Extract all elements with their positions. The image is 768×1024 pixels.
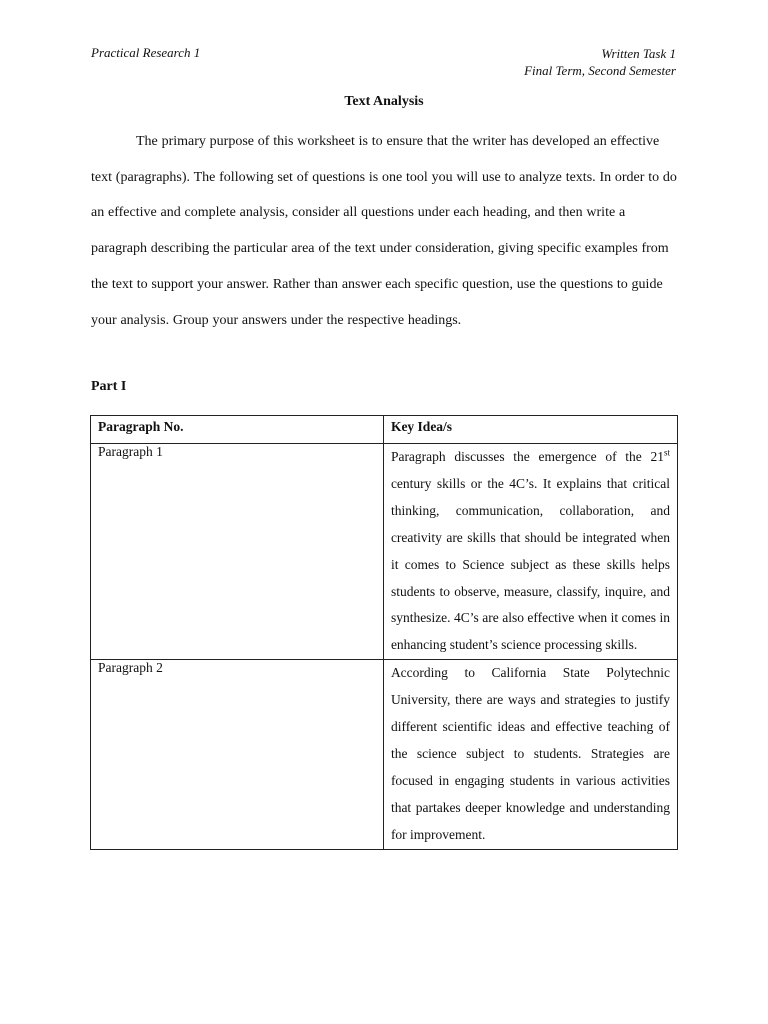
- header-task: Written Task 1: [601, 46, 676, 61]
- key-idea-cell: [383, 444, 677, 660]
- table-row: [91, 444, 678, 660]
- header-right: [524, 45, 676, 79]
- part-heading: Part I: [91, 379, 127, 394]
- document-title: Text Analysis: [344, 94, 424, 109]
- header-course: Practical Research 1: [91, 45, 201, 60]
- header-key-ideas: Key Idea/s: [383, 416, 677, 444]
- intro-paragraph: The primary purpose of this worksheet is to ensure that the writer has developed an effective text (paragraphs). The following set of questions is one tool you will use to analyze texts. In order to do an effective and complete analysis, consider all questions under each heading, and then write a paragraph describing the particular area of the text under consideration, giving specific examples from the text to support your answer. Rather than answer each specific question, use the questions to guide your analysis. Group your answers under the respective headings.: [91, 134, 677, 328]
- paragraph-number-cell: Paragraph 2: [91, 660, 384, 849]
- header-term: Final Term, Second Semester: [524, 63, 676, 78]
- analysis-table: [90, 415, 678, 850]
- table-row: [91, 660, 678, 849]
- key-idea-text: Paragraph discusses the emergence of the 21: [390, 449, 664, 464]
- ordinal-suffix: st: [663, 447, 670, 458]
- key-idea-text-cont: century skills or the 4C’s. It explains that critical thinking, communication, collaboration, and creativity are skills that should be integrated when it comes to Science subject as these skills helps students to observe, measure, classify, inquire, and synthesize. 4C’s are also effective when it comes in enhancing student’s science processing skills.: [390, 475, 670, 653]
- table-header-row: [91, 416, 678, 444]
- header-paragraph-no: Paragraph No.: [91, 416, 384, 444]
- key-idea-cell: According to California State Polytechnic University, there are ways and strategies to justify different scientific ideas and effective teaching of the science subject to students. Strategies are focused in engaging students in various activities that partakes deeper knowledge and understanding for improvement.: [383, 660, 677, 849]
- paragraph-number-cell: Paragraph 1: [91, 444, 384, 660]
